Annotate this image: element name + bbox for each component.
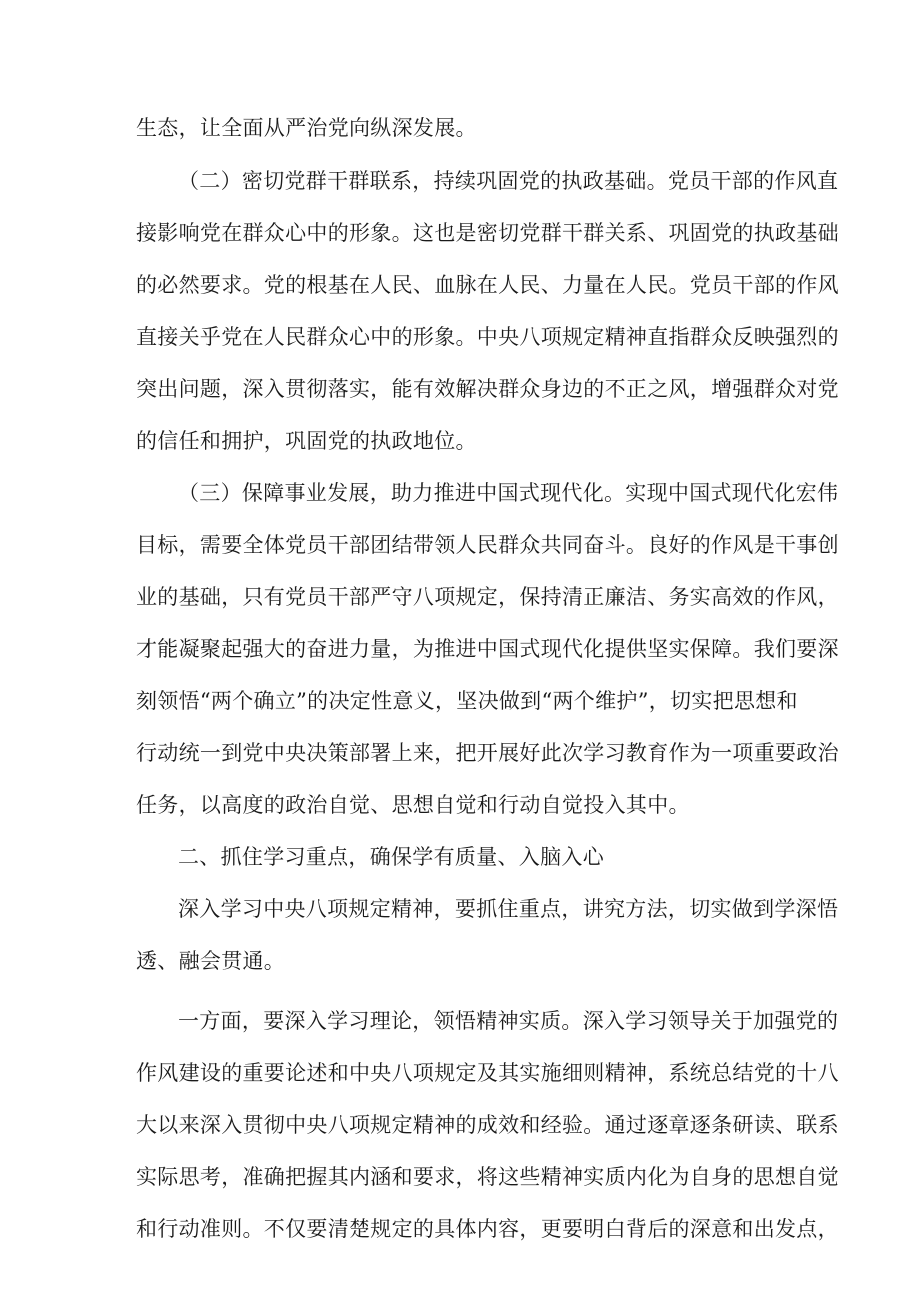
section-heading: 二、抓住学习重点，确保学有质量、入脑入心 [178, 845, 604, 869]
text-line: 直接关乎党在人民群众心中的形象。中央八项规定精神直指群众反映强烈的 [136, 325, 839, 349]
text-line: 生态，让全面从严治党向纵深发展。 [136, 116, 477, 140]
text-line: 突出问题，深入贯彻落实，能有效解决群众身边的不正之风，增强群众对党 [136, 377, 839, 401]
text-line: 行动统一到党中央决策部署上来，把开展好此次学习教育作为一项重要政治 [136, 741, 839, 765]
text-line: 作风建设的重要论述和中央八项规定及其实施细则精神，系统总结党的十八 [136, 1061, 839, 1085]
text-line: 接影响党在群众心中的形象。这也是密切党群干群关系、巩固党的执政基础 [136, 221, 839, 245]
text-line: （三）保障事业发展，助力推进中国式现代化。实现中国式现代化宏伟 [178, 481, 839, 505]
text-line: 任务，以高度的政治自觉、思想自觉和行动自觉投入其中。 [136, 793, 690, 817]
text-line: 刻领悟“两个确立”的决定性意义，坚决做到“两个维护”，切实把思想和 [136, 689, 798, 713]
text-line: 才能凝聚起强大的奋进力量，为推进中国式现代化提供坚实保障。我们要深 [136, 637, 839, 661]
text-line: （二）密切党群干群联系，持续巩固党的执政基础。党员干部的作风直 [178, 169, 839, 193]
text-line: 业的基础，只有党员干部严守八项规定，保持清正廉洁、务实高效的作风， [136, 585, 839, 609]
text-line: 透、融会贯通。 [136, 949, 286, 973]
text-line: 的必然要求。党的根基在人民、血脉在人民、力量在人民。党员干部的作风 [136, 273, 839, 297]
text-line: 一方面，要深入学习理论，领悟精神实质。深入学习领导关于加强党的 [178, 1009, 839, 1033]
text-line: 的信任和拥护，巩固党的执政地位。 [136, 429, 477, 453]
text-line: 实际思考，准确把握其内涵和要求，将这些精神实质内化为自身的思想自觉 [136, 1165, 839, 1189]
text-line: 大以来深入贯彻中央八项规定精神的成效和经验。通过逐章逐条研读、联系 [136, 1113, 839, 1137]
text-line: 深入学习中央八项规定精神，要抓住重点，讲究方法，切实做到学深悟 [178, 897, 839, 921]
text-line: 目标，需要全体党员干部团结带领人民群众共同奋斗。良好的作风是干事创 [136, 533, 839, 557]
text-line: 和行动准则。不仅要清楚规定的具体内容，更要明白背后的深意和出发点， [136, 1217, 839, 1241]
